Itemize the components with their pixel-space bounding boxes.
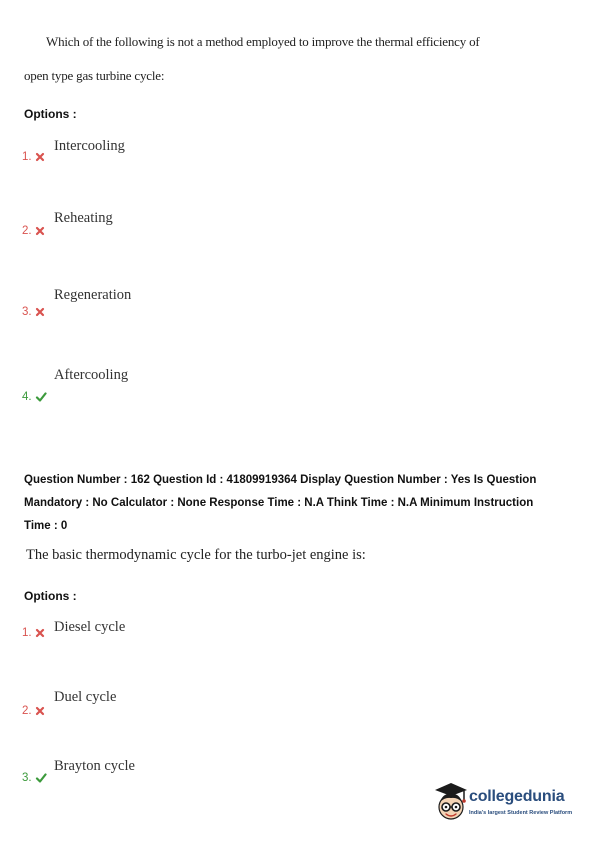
- option-number: 1.: [22, 151, 45, 163]
- option-text: Brayton cycle: [54, 758, 135, 774]
- option-number: 3.: [22, 772, 47, 784]
- cross-icon: [35, 226, 45, 236]
- option-text: Diesel cycle: [54, 619, 126, 635]
- question-1-text-line-2: open type gas turbine cycle:: [24, 68, 165, 83]
- option-number: 2.: [22, 225, 45, 237]
- collegedunia-logo: [431, 776, 581, 832]
- option-text: Regeneration: [54, 287, 132, 303]
- cross-icon: [35, 706, 45, 716]
- question-metadata-line-2: Mandatory : No Calculator : None Response Time : N.A Think Time : N.A Minimum Instruction: [24, 497, 534, 509]
- logo-tagline: India's largest Student Review Platform: [469, 810, 573, 816]
- checkmark-icon: [35, 773, 47, 783]
- question-2-text: The basic thermodynamic cycle for the turbo-jet engine is:: [26, 547, 366, 563]
- option-number: 1.: [22, 627, 45, 639]
- graduate-mascot-icon: [431, 780, 471, 826]
- option-text: Aftercooling: [54, 367, 129, 383]
- cross-icon: [35, 152, 45, 162]
- options-label: Options :: [24, 107, 77, 121]
- option-text: Duel cycle: [54, 689, 117, 705]
- cross-icon: [35, 628, 45, 638]
- logo-wordmark: collegedunia: [469, 788, 565, 805]
- options-label: Options :: [24, 589, 77, 603]
- option-number: 3.: [22, 306, 45, 318]
- option-text: Reheating: [54, 210, 113, 226]
- question-metadata-line-1: Question Number : 162 Question Id : 41809919364 Display Question Number : Yes Is Question: [24, 474, 537, 486]
- option-number: 4.: [22, 391, 47, 403]
- option-text: Intercooling: [54, 138, 125, 154]
- cross-icon: [35, 307, 45, 317]
- question-metadata-line-3: Time : 0: [24, 520, 68, 532]
- question-1-text-line-1: Which of the following is not a method employed to improve the thermal efficiency of: [46, 34, 480, 49]
- question-metadata: [24, 469, 584, 538]
- checkmark-icon: [35, 392, 47, 402]
- option-number: 2.: [22, 705, 45, 717]
